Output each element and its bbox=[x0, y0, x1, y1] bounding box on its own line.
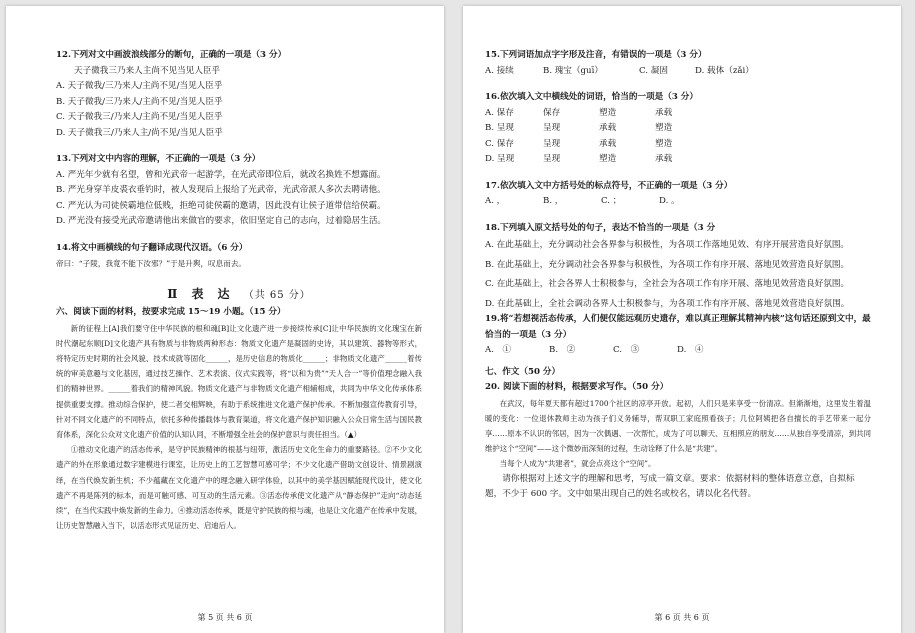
section-2-name: 表 达 bbox=[191, 286, 231, 301]
q14-title: 14.将文中画横线的句子翻译成现代汉语。（6 分） bbox=[56, 242, 248, 253]
page-6-content bbox=[485, 48, 871, 503]
section-2-heading bbox=[56, 287, 422, 304]
q6-title: 六、阅读下面的材料，按要求完成 15～19 小题。（15 分） bbox=[56, 307, 286, 317]
q18-option-a: A. 在此基础上，充分调动社会各界参与积极性，为各项工作落地见效、有序开展营造良好氛围。 bbox=[485, 240, 850, 250]
q13-option-b: B. 严光身穿羊皮裘衣垂钓时，被人发现后上报给了光武帝，光武帝派人多次去聘请他。 bbox=[56, 185, 386, 195]
page-5-content bbox=[56, 48, 422, 533]
q13-option-d: D. 严光没有接受光武帝邀请他出来做官的要求，依旧坚定自己的志向，过着隐居生活。 bbox=[56, 216, 387, 226]
q17-options bbox=[485, 194, 871, 210]
q20-requirements: 请你根据对上述文字的理解和思考，写成一篇文章。要求：依据材料的整体语意立意，自拟标题，不少于 600 字。文中如果出现自己的姓名或校名，请以化名代替。 bbox=[485, 473, 855, 500]
q15-option-a: A. 接续 bbox=[485, 65, 514, 76]
exam-page-5 bbox=[6, 6, 444, 633]
q6-passage: 新的征程上[A]我们要守住中华民族的根和魂[B]让文化遗产进一步接续传承[C]让中华民族的文化瑰宝在新时代潮起东顺[D]文化遗产具有物质与非物质两种形态：物质文化遗产是凝固的史诗，其以建筑、器物等形式，将特定历史时期的社会风貌、技术成就等固化______，是历史信息的物质化______；非物质文化遗产______着传统的审美意趣与文化基因，通过技艺操作、艺术表演、仪式实践等，将“以和为贵”“天人合一”等价值理念融入我们的精神世界。______着我们的精神风貌。物质文化遗产与非物质文化遗产相辅相成，共同为中华文化传承体系提供重要支撑。推动综合保护，使二者交相辉映，有助于系统推进文化遗产保护传承。不断加强宣传教育引导，针对不同文化遗产的不同特点，依托多种传播载体与教育渠道，将文化遗产保护知识融入公众日常生活与国民教育体系，深化公众对文化遗产价值的认知认同，不断增强全社会的保护意识与责任担当。（▲） bbox=[56, 323, 422, 439]
q16-b-4: 塑造 bbox=[655, 123, 673, 133]
q16-b-2: 呈现 bbox=[543, 123, 561, 133]
q15-title: 15.下列词语加点字字形及注音，有错误的一项是（3 分） bbox=[485, 50, 707, 60]
q14-quote: 帝曰：“子陵，我竟不能下汝邪？”于是升舆，叹息而去。 bbox=[56, 259, 247, 268]
q16-title: 16.依次填入文中横线处的词语，恰当的一项是（3 分） bbox=[485, 92, 698, 102]
q12-quote: 天子微我三乃来人主尚不见当见人臣乎 bbox=[74, 65, 221, 76]
section-2-score: （共 65 分） bbox=[243, 289, 311, 301]
q17-option-b: B. ， bbox=[543, 196, 564, 206]
q17-title: 17.依次填入文中方括号处的标点符号，不正确的一项是（3 分） bbox=[485, 180, 733, 191]
q12-option-b: B. 天子微我/三乃来人/主尚不见/当见人臣乎 bbox=[56, 96, 223, 107]
q19-option-d: D. ④ bbox=[677, 345, 704, 355]
q18-option-d: D. 在此基础上，全社会调动各界人士积极参与，为各项工作有序开展、落地见效营造良好氛围。 bbox=[485, 298, 850, 309]
q15-options bbox=[485, 64, 871, 80]
q16-c-4: 塑造 bbox=[655, 138, 673, 149]
q17-option-c: C. ； bbox=[601, 196, 622, 206]
q16-d-2: 呈现 bbox=[543, 154, 561, 164]
q16-a-1: A. 保存 bbox=[485, 107, 514, 118]
q12-option-d: D. 天子微我三/乃来人主/尚不见/当见人臣乎 bbox=[56, 127, 223, 138]
section-2-roman: Ⅱ bbox=[167, 286, 179, 301]
q16-row-b bbox=[485, 121, 871, 137]
q12-option-c: C. 天子微我三/乃来人/主尚不见/当见人臣乎 bbox=[56, 112, 223, 122]
q16-d-3: 塑造 bbox=[599, 154, 617, 164]
q16-c-1: C. 保存 bbox=[485, 138, 514, 149]
q13-title: 13.下列对文中内容的理解，不正确的一项是（3 分） bbox=[56, 154, 261, 164]
q18-option-b: B. 在此基础上，充分调动社会各界参与积极性，为各项工作有序开展、落地见效营造良好氛围。 bbox=[485, 259, 850, 270]
exam-page-6 bbox=[463, 6, 901, 633]
q16-a-3: 塑造 bbox=[599, 107, 617, 118]
page-5-footer: 第 5 页 共 6 页 bbox=[197, 613, 253, 622]
q19-title: 19.将“若想视活态传承，人们便仅能远观历史遗存，难以真正理解其精神内核”这句话还原到文中，最恰当的一项是（3 分） bbox=[485, 314, 871, 340]
q19-option-a: A. ① bbox=[485, 345, 512, 355]
page-6-footer: 第 6 页 共 6 页 bbox=[654, 613, 710, 622]
q16-row-d bbox=[485, 152, 871, 168]
q13-option-a: A. 严光年少就有名望，曾和光武帝一起游学，在光武帝即位后，就改名换姓不想露面。 bbox=[56, 169, 386, 180]
q16-a-2: 保存 bbox=[543, 107, 561, 118]
q15-option-d: D. 载体（zǎi） bbox=[695, 65, 754, 76]
q12-option-a: A. 天子微我/三乃来人/主尚不见/当见人臣乎 bbox=[56, 81, 223, 91]
q15-option-b: B. 瑰宝（guī） bbox=[543, 65, 603, 76]
q12-title: 12.下列对文中画波浪线部分的断句，正确的一项是（3 分） bbox=[56, 50, 287, 60]
q13-option-c: C. 严光认为司徒侯霸地位低贱，拒绝司徒侯霸的邀请，因此没有让侯子道带信给侯霸。 bbox=[56, 200, 386, 211]
q20-passage-2: 当每个人成为“共建者”，就会点亮这个“空间”。 bbox=[499, 459, 656, 469]
q18-title: 18.下列填入原文括号处的句子，表达不恰当的一项是（3 分 bbox=[485, 222, 716, 233]
q16-d-4: 承载 bbox=[655, 154, 673, 164]
q15-option-c: C. 凝固 bbox=[639, 65, 668, 76]
q17-option-d: D. 。 bbox=[659, 196, 680, 206]
q16-c-2: 呈现 bbox=[543, 138, 561, 149]
q19-option-c: C. ③ bbox=[613, 345, 640, 355]
q16-b-3: 承载 bbox=[599, 123, 617, 133]
q20-title: 20. 阅读下面的材料，根据要求写作。（50 分） bbox=[485, 382, 669, 392]
q7-title: 七、作文（50 分） bbox=[485, 366, 561, 377]
q16-c-3: 承载 bbox=[599, 138, 617, 149]
q6-passage-2: ①推动文化遗产的活态传承，是守护民族精神的根基与纽带，激活历史文化生命力的重要路径。②不少文化遗产的外在形象通过数字建模进行课室，让历史上的工艺智慧可感可学；不少文化遗产借助文创设计、情景剧演绎，在当代焕发新生机；不少蕴藏在文化遗产中的理念融入研学体验，以其中的美学基因赋能现代设计，使文化遗产不再是陈列的标本，而是可触可感、可互动的生活元素。③活态传承使文化遗产从“静态保护”走向“动态延续”，在当代实践中焕发新的生命力。④推动活态传承，既是守护民族的根与魂，也是让文化遗产在传承中发展，让历史智慧融入当下，以活态形式见证历史、启迪后人。 bbox=[56, 445, 422, 531]
q20-passage: 在武汉，每年夏天都有超过1700个社区的凉亭开放。起初，人们只是来享受一份清凉。但渐渐地，这里发生着温暖的变化：一位退休教师主动为孩子们义务辅导，帮双职工家庭照看孩子；几位阿姨把各自擅长的手艺带来一起分享……原本不认识的邻居，因为一次偶遇、一次帮忙，成为了可以聊天、互相照应的朋友……从独自享受清凉，到共同维护这个“空间”——这个微妙而深刻的过程，生动诠释了什么是“共建”。 bbox=[485, 398, 871, 454]
q19-option-b: B. ② bbox=[549, 345, 576, 355]
q16-row-a bbox=[485, 106, 871, 122]
q16-row-c bbox=[485, 137, 871, 153]
q16-a-4: 承载 bbox=[655, 107, 673, 118]
q16-b-1: B. 呈现 bbox=[485, 123, 514, 133]
q17-option-a: A. ， bbox=[485, 196, 506, 206]
q19-options bbox=[485, 343, 871, 359]
q16-d-1: D. 呈现 bbox=[485, 154, 515, 164]
q18-option-c: C. 在此基础上，社会各界人士积极参与，全社会为各项工作有序开展、落地见效营造良好氛围。 bbox=[485, 279, 850, 289]
